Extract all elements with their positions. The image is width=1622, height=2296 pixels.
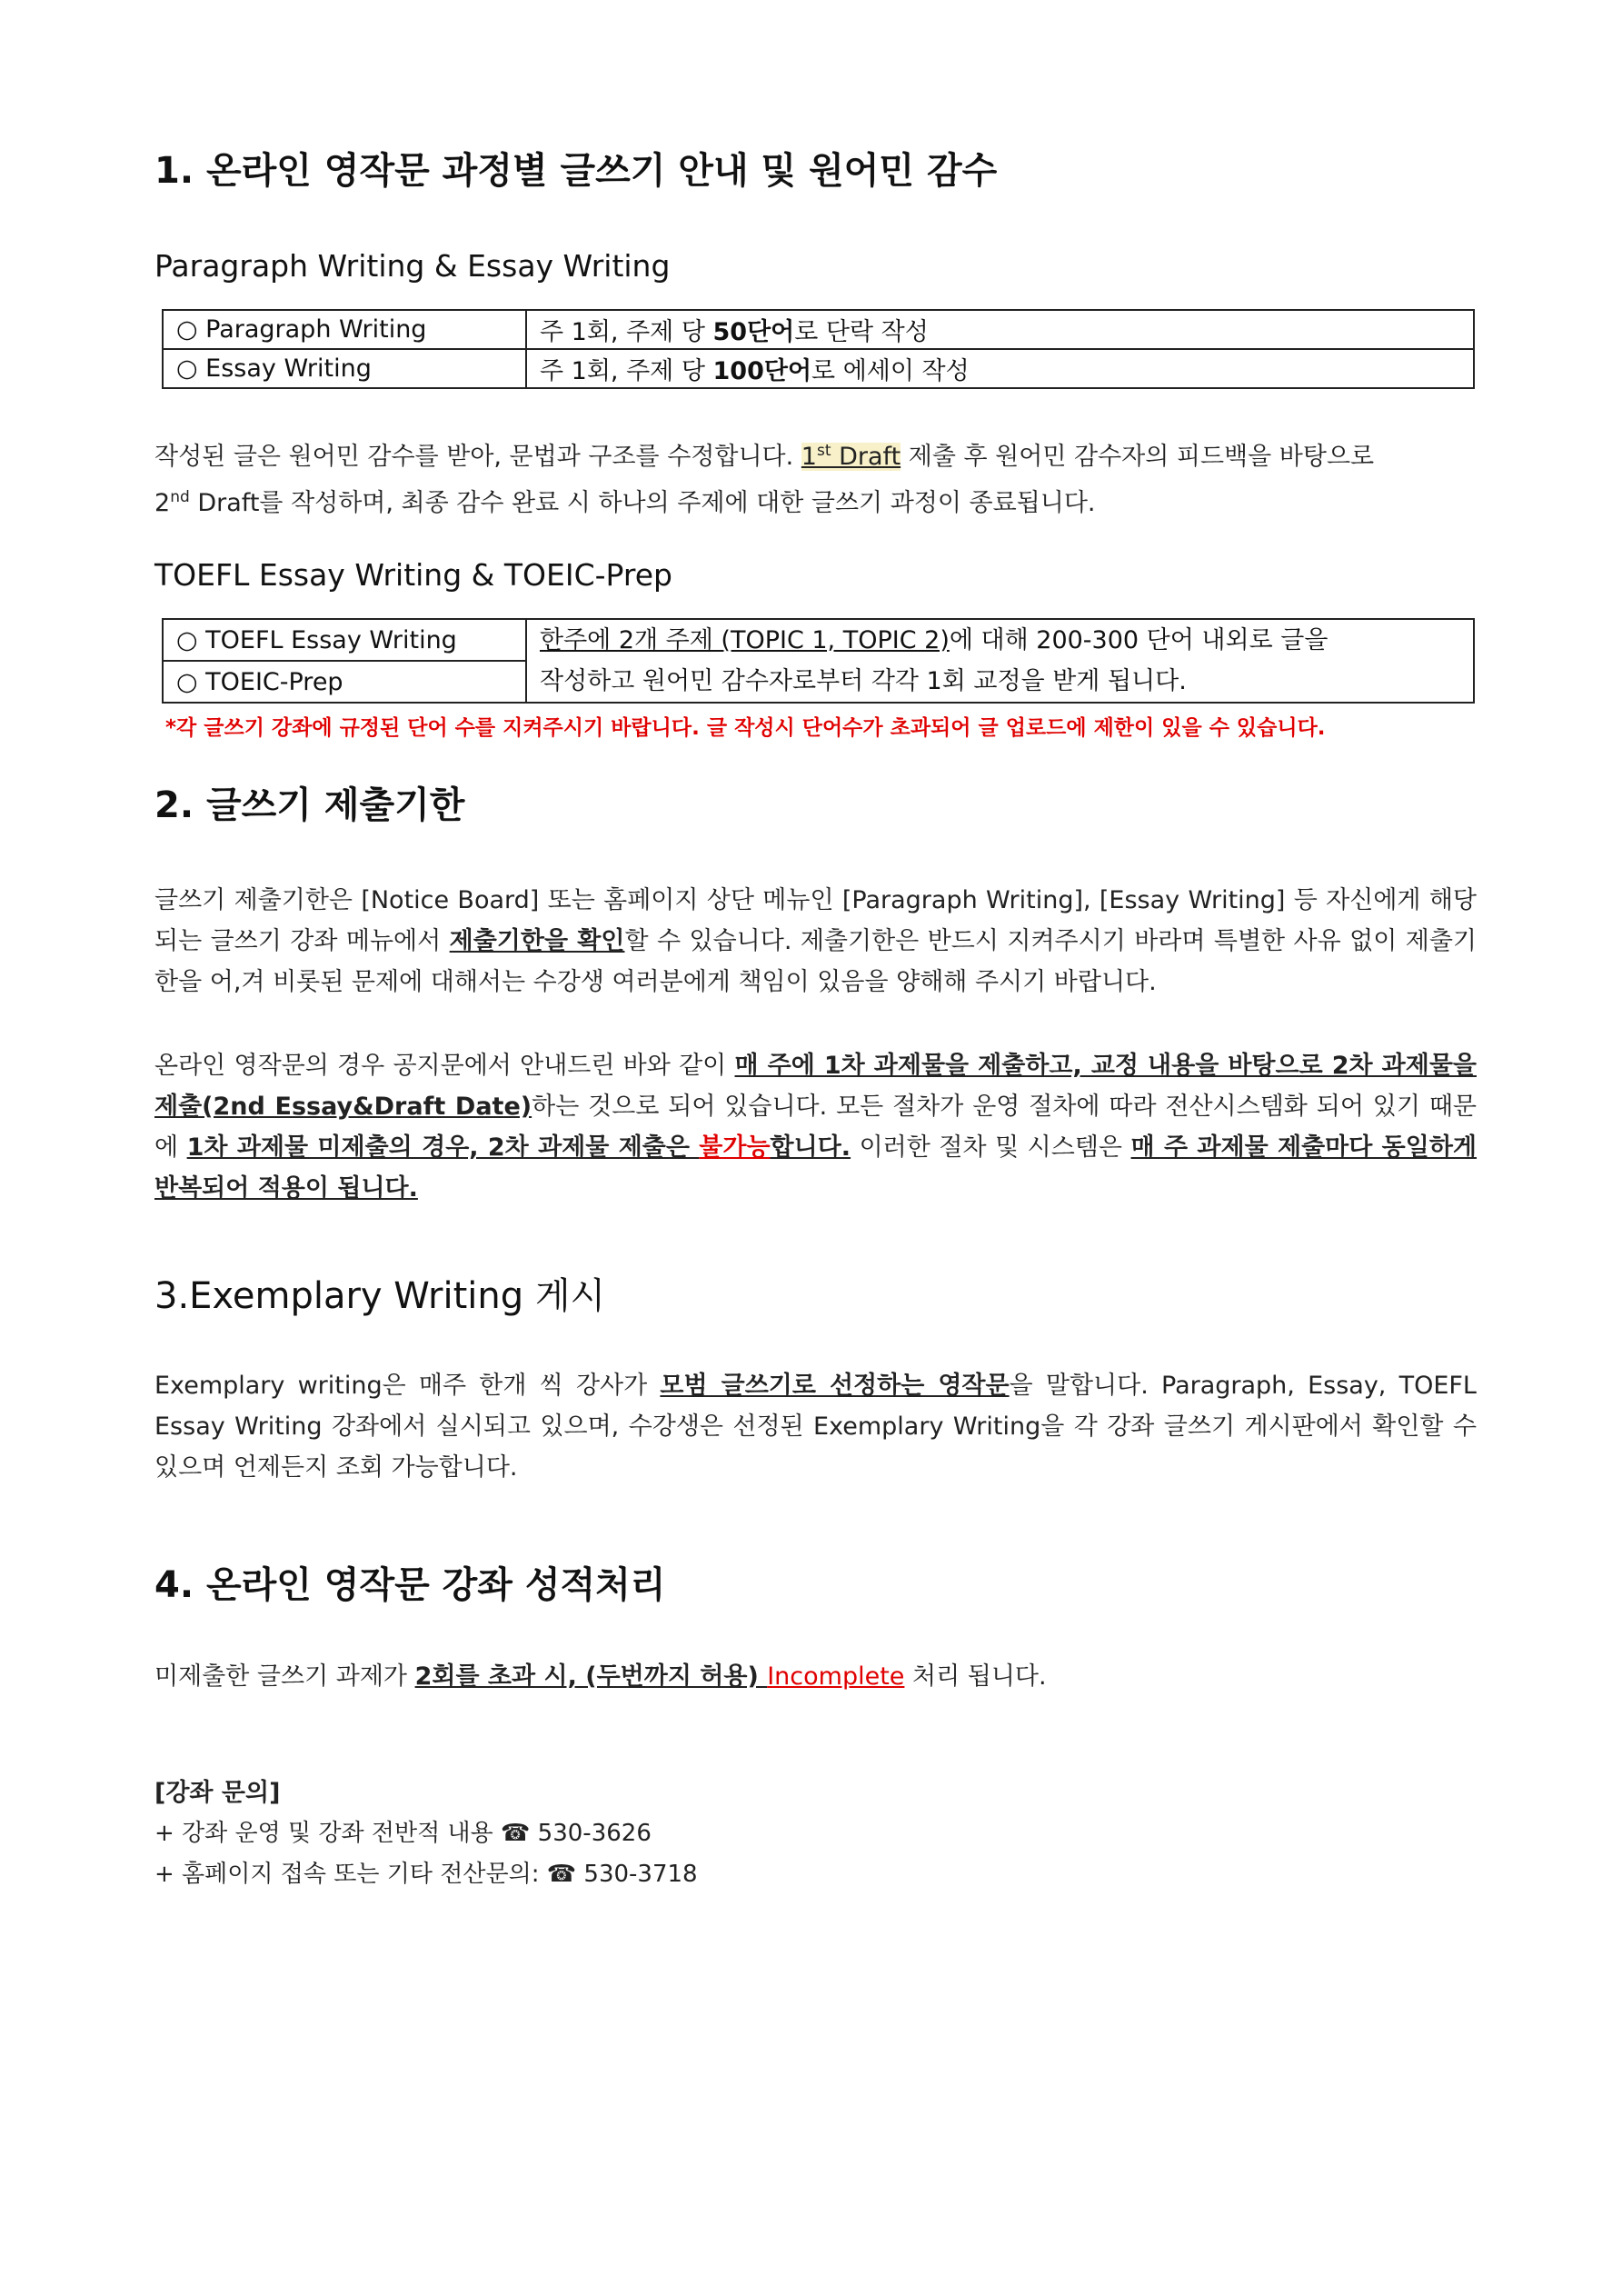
table-cell-desc	[526, 310, 1474, 349]
writing-table-2-wrap	[154, 618, 1477, 741]
desc-text: 로 에세이 작성	[811, 357, 970, 385]
text: 이러한 절차 및 시스템은	[851, 1133, 1131, 1162]
text: Draft	[831, 443, 901, 471]
section-4-heading: 4. 온라인 영작문 강좌 성적처리	[154, 1564, 666, 1606]
paragraph-text	[154, 1656, 1477, 1697]
text: 2회를 초과 시, (두번까지 허용)	[414, 1662, 768, 1691]
contact-block	[154, 1772, 1477, 1895]
text: Draft를 작성하며, 최종 감수 완료 시 하나의 주제에 대한 글쓰기 과정이 종료됩니다.	[189, 489, 1096, 517]
desc-text: 로 단락 작성	[794, 318, 929, 346]
section-2-paragraph-2	[154, 1045, 1477, 1209]
text: 합니다.	[770, 1133, 851, 1162]
table-row	[163, 349, 1474, 388]
section-3	[154, 1273, 1477, 1320]
writing-table-1-wrap	[154, 309, 1477, 389]
section-1	[154, 147, 1477, 195]
table-cell-desc	[526, 619, 1474, 703]
text: 1	[801, 443, 817, 471]
section-1-heading: 1. 온라인 영작문 과정별 글쓰기 안내 및 원어민 감수	[154, 150, 998, 192]
paragraph-text	[154, 880, 1477, 1003]
text: 모범 글쓰기로 선정하는 영작문	[660, 1372, 1010, 1400]
section-3-heading: 3.Exemplary Writing 게시	[154, 1275, 606, 1317]
text: 매 주에 1차 과제물을 제출하고, 교정 내용을 바탕으로 2차 과제물을 제출(2nd Essay&Draft Date)	[154, 1052, 1477, 1121]
table-row	[163, 619, 1474, 661]
contact-title: [강좌 문의]	[154, 1779, 281, 1807]
section-2-heading: 2. 글쓰기 제출기한	[154, 784, 465, 826]
writing-table-1	[162, 309, 1475, 389]
paragraph-text	[154, 1045, 1477, 1209]
text: 매 주 과제물 제출마다 동일하게 반복되어 적용이 됩니다.	[154, 1133, 1478, 1203]
section-3-paragraph	[154, 1365, 1477, 1488]
word-count: 50단어	[712, 318, 795, 346]
text: Incomplete	[767, 1662, 905, 1691]
text: 에 대해 200-300 단어 내외로 글을	[949, 626, 1328, 654]
text: 미제출한 글쓰기 과제가	[154, 1662, 415, 1691]
text: 작성된 글은 원어민 감수를 받아, 문법과 구조를 수정합니다.	[154, 443, 801, 471]
text: 1차 과제물 미제출의 경우, 2차 과제물 제출은	[186, 1133, 700, 1162]
first-draft-highlight	[801, 443, 901, 471]
text: 을 말합니다. Paragraph, Essay, TOEFL Essay Writing 강좌에서 실시되고 있으며, 수강생은 선정된 Exemplary Writing을 각 강좌 글쓰기 게시판에서 확인할 수 있으며 언제든지 조회 가능합니다.	[154, 1372, 1477, 1482]
section-1-paragraph	[154, 431, 1477, 524]
text: 제출 후 원어민 감수자의 피드백을 바탕으로	[901, 443, 1375, 471]
word-limit-notice: *각 글쓰기 강좌에 규정된 단어 수를 지켜주시기 바랍니다. 글 작성시 단어수가 초과되어 글 업로드에 제한이 있을 수 있습니다.	[165, 716, 1326, 740]
text: 작성하고 원어민 감수자로부터 각각 1회 교정을 받게 됩니다.	[540, 667, 1187, 695]
word-count: 100단어	[712, 357, 812, 385]
section-4-paragraph	[154, 1656, 1477, 1697]
writing-table-2	[162, 618, 1475, 704]
text: 2	[154, 489, 171, 517]
section-2	[154, 782, 1477, 829]
section-1-subheading-1: Paragraph Writing & Essay Writing	[154, 248, 671, 284]
contact-line-2: + 홈페이지 접속 또는 기타 전산문의: ☎ 530-3718	[154, 1861, 698, 1888]
text: 하는 것으로 되어 있습니다. 모든 절차가 운영 절차에 따라 전산시스템화 되어 있기 때문에	[154, 1093, 1477, 1162]
table-cell-course: ○ Paragraph Writing	[163, 310, 526, 349]
text: 온라인 영작문의 경우 공지문에서 안내드린 바와 같이	[154, 1052, 735, 1080]
text: 불가능	[699, 1133, 771, 1162]
text: 글쓰기 제출기한은 [Notice Board] 또는 홈페이지 상단 메뉴인 [Paragraph Writing], [Essay Writing] 등 자신에게 해당되는 글쓰기 강좌 메뉴에서	[154, 886, 1477, 955]
text: 한주에 2개 주제 (TOPIC 1, TOPIC 2)	[540, 626, 950, 654]
section-1-subheading-2: TOEFL Essay Writing & TOEIC-Prep	[154, 557, 672, 593]
text: Exemplary writing은 매주 한개 씩 강사가	[154, 1372, 661, 1400]
section-2-paragraph-1	[154, 880, 1477, 1003]
table-cell-desc	[526, 349, 1474, 388]
paragraph-text	[154, 431, 1477, 524]
text: 처리 됩니다.	[904, 1662, 1047, 1691]
section-4	[154, 1562, 1477, 1609]
text: 제출기한을 확인	[449, 927, 625, 955]
table-cell-course: ○ TOEFL Essay Writing	[163, 619, 526, 661]
text: st	[816, 442, 831, 460]
contact-line-1: + 강좌 운영 및 강좌 전반적 내용 ☎ 530-3626	[154, 1820, 652, 1847]
paragraph-text	[154, 1365, 1477, 1488]
table-cell-course: ○ TOEIC-Prep	[163, 661, 526, 703]
text: 할 수 있습니다. 제출기한은 반드시 지켜주시기 바라며 특별한 사유 없이 제출기한을 어,겨 비롯된 문제에 대해서는 수강생 여러분에게 책임이 있음을 양해해 주시기 바랍니다.	[154, 927, 1477, 996]
desc-text: 주 1회, 주제 당	[540, 357, 713, 385]
table-cell-course: ○ Essay Writing	[163, 349, 526, 388]
section-1-subheading-1-wrap	[154, 247, 1477, 286]
desc-text: 주 1회, 주제 당	[540, 318, 713, 346]
section-1-subheading-2-wrap	[154, 556, 1477, 595]
table-row	[163, 310, 1474, 349]
text: nd	[170, 488, 190, 506]
